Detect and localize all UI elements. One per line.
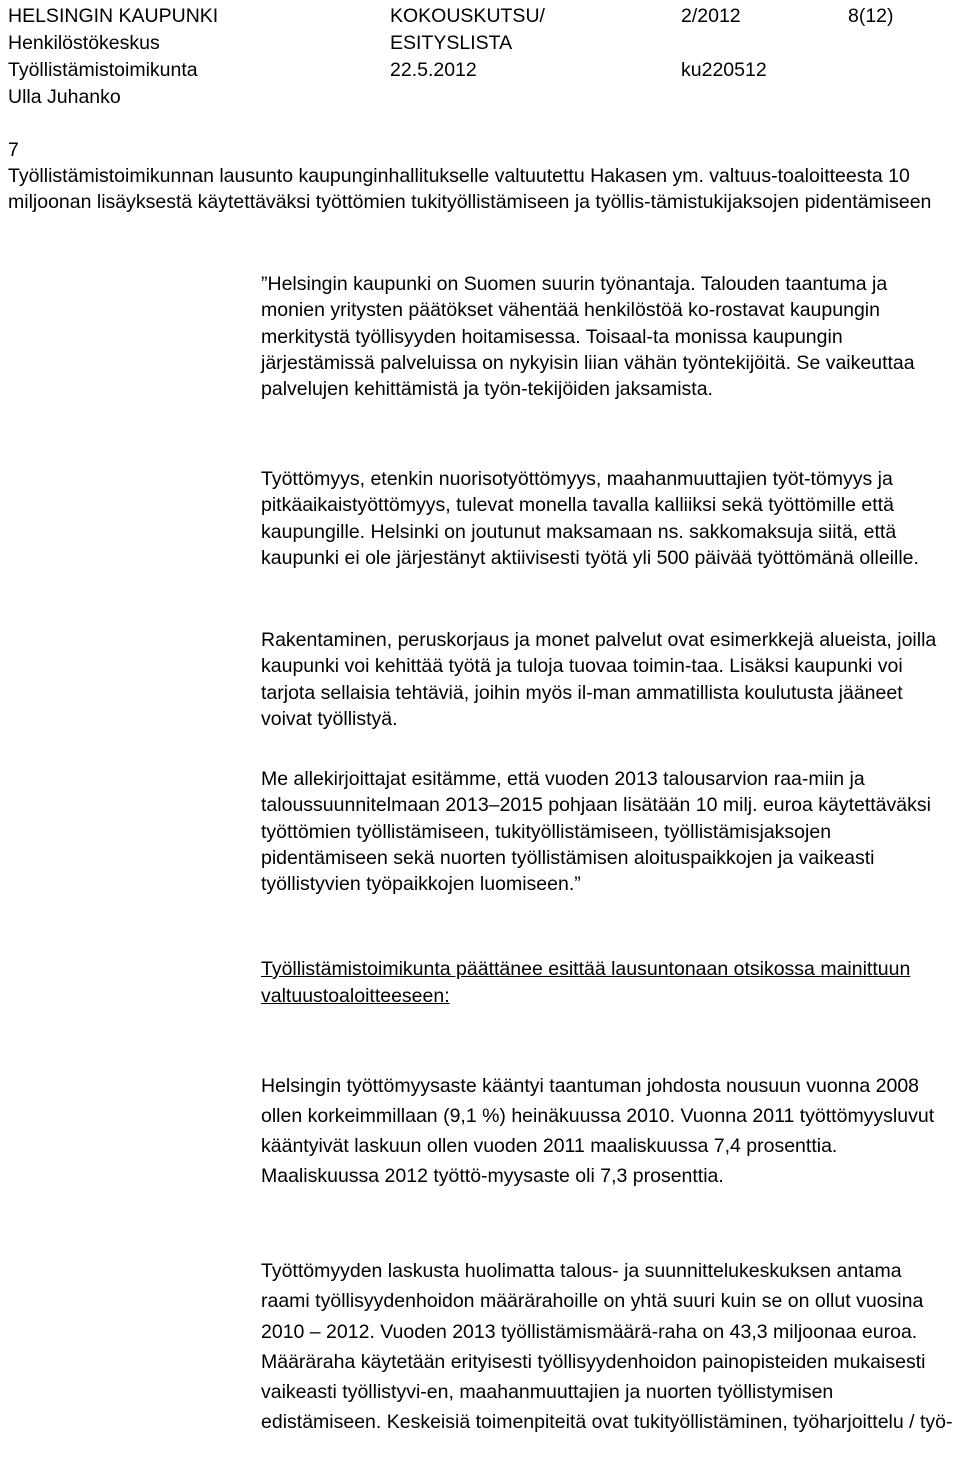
document-subtype: ESITYSLISTA bbox=[390, 32, 513, 54]
section-number: 7 bbox=[8, 139, 19, 161]
document-code: ku220512 bbox=[681, 59, 767, 81]
quote-paragraph-2: Työttömyys, etenkin nuorisotyöttömyys, maahanmuuttajien työt-tömyys ja pitkäaikaistyöttömyys, tulevat monella tavalla kalliiksi sekä työttömille että kaupungille. Helsinki on joutunut maksamaan ns. sakkomaksuja siitä, että kaupunki ei ole järjestänyt aktiivisesti työtä yli 500 päivää työttömänä olleille. bbox=[261, 468, 919, 569]
department-name: Henkilöstökeskus bbox=[8, 32, 160, 54]
page-number: 8(12) bbox=[848, 5, 894, 27]
quote-paragraph-4: Me allekirjoittajat esitämme, että vuoden 2013 talousarvion raa-miin ja taloussuunnitelmaan 2013–2015 pohjaan lisätään 10 milj. euroa käytettäväksi työttömien työllistämiseen, tukityöllistämiseen, työllistämisjaksojen pidentämiseen sekä nuorten työllistämisen aloituspaikkojen ja vaikeasti työllistyvien työpaikkojen luomiseen.” bbox=[261, 768, 931, 896]
organization-name: HELSINGIN KAUPUNKI bbox=[8, 5, 219, 27]
header-row-2 bbox=[8, 30, 952, 57]
quote-paragraph-3: Rakentaminen, peruskorjaus ja monet palvelut ovat esimerkkejä alueista, joilla kaupunki voi kehittää työtä ja tuloja tuovaa toimin-taa. Lisäksi kaupunki voi tarjota sellaisia tehtäviä, joihin myös il-man ammatillista koulutusta jääneet voivat työllistyä. bbox=[261, 629, 937, 730]
header-row-4 bbox=[8, 84, 952, 111]
statement-paragraph-2: Työttömyyden laskusta huolimatta talous- ja suunnittelukeskuksen antama raami työllisyydenhoidon määrärahoille on yhtä suuri kuin se on ollut vuosina 2010 – 2012. Vuoden 2013 työllistämismäärä-raha on 43,3 miljoonaa euroa. Määräraha käytetään erityisesti työllisyydenhoidon painopisteiden mukaisesti vaikeasti työllistyvi-en, maahanmuuttajien ja nuorten työllistymisen edistämiseen. Keskeisiä toimenpiteitä ovat tukityöllistäminen, työharjoittelu / työ- bbox=[261, 1260, 953, 1434]
document-type: KOKOUSKUTSU/ bbox=[390, 5, 545, 27]
committee-name: Työllistämistoimikunta bbox=[8, 59, 198, 81]
section-title: Työllistämistoimikunnan lausunto kaupunginhallitukselle valtuutettu Hakasen ym. valtuus-toaloitteesta 10 miljoonan lisäyksestä käytettäväksi työttömien tukityöllistämiseen ja työllis-tämistukijaksojen pidentämiseen bbox=[8, 165, 932, 213]
meeting-number: 2/2012 bbox=[681, 5, 741, 27]
author-name: Ulla Juhanko bbox=[8, 86, 121, 108]
statement-paragraph-1: Helsingin työttömyysaste kääntyi taantuman johdosta nousuun vuonna 2008 ollen korkeimmillaan (9,1 %) heinäkuussa 2010. Vuonna 2011 työttömyysluvut kääntyivät laskuun ollen vuoden 2011 maaliskuussa 7,4 prosenttia. Maaliskuussa 2012 työttö-myysaste oli 7,3 prosenttia. bbox=[261, 1075, 935, 1187]
quote-paragraph-1: ”Helsingin kaupunki on Suomen suurin työnantaja. Talouden taantuma ja monien yritysten päätökset vähentää henkilöstöä ko-rostavat kaupungin merkitystä työllisyyden hoitamisessa. Toisaal-ta monissa kaupungin järjestämissä palveluissa on nykyisin liian vähän työntekijöitä. Se vaikeuttaa palvelujen kehittämistä ja työn-tekijöiden jaksamista. bbox=[261, 273, 915, 401]
document-header bbox=[8, 3, 952, 111]
meeting-date: 22.5.2012 bbox=[390, 59, 477, 81]
header-row-3 bbox=[8, 57, 952, 84]
decision-proposal: Työllistämistoimikunta päättänee esittää lausuntonaan otsikossa mainittuun valtuustoaloitteeseen: bbox=[261, 958, 911, 1007]
header-row-1 bbox=[8, 3, 952, 30]
